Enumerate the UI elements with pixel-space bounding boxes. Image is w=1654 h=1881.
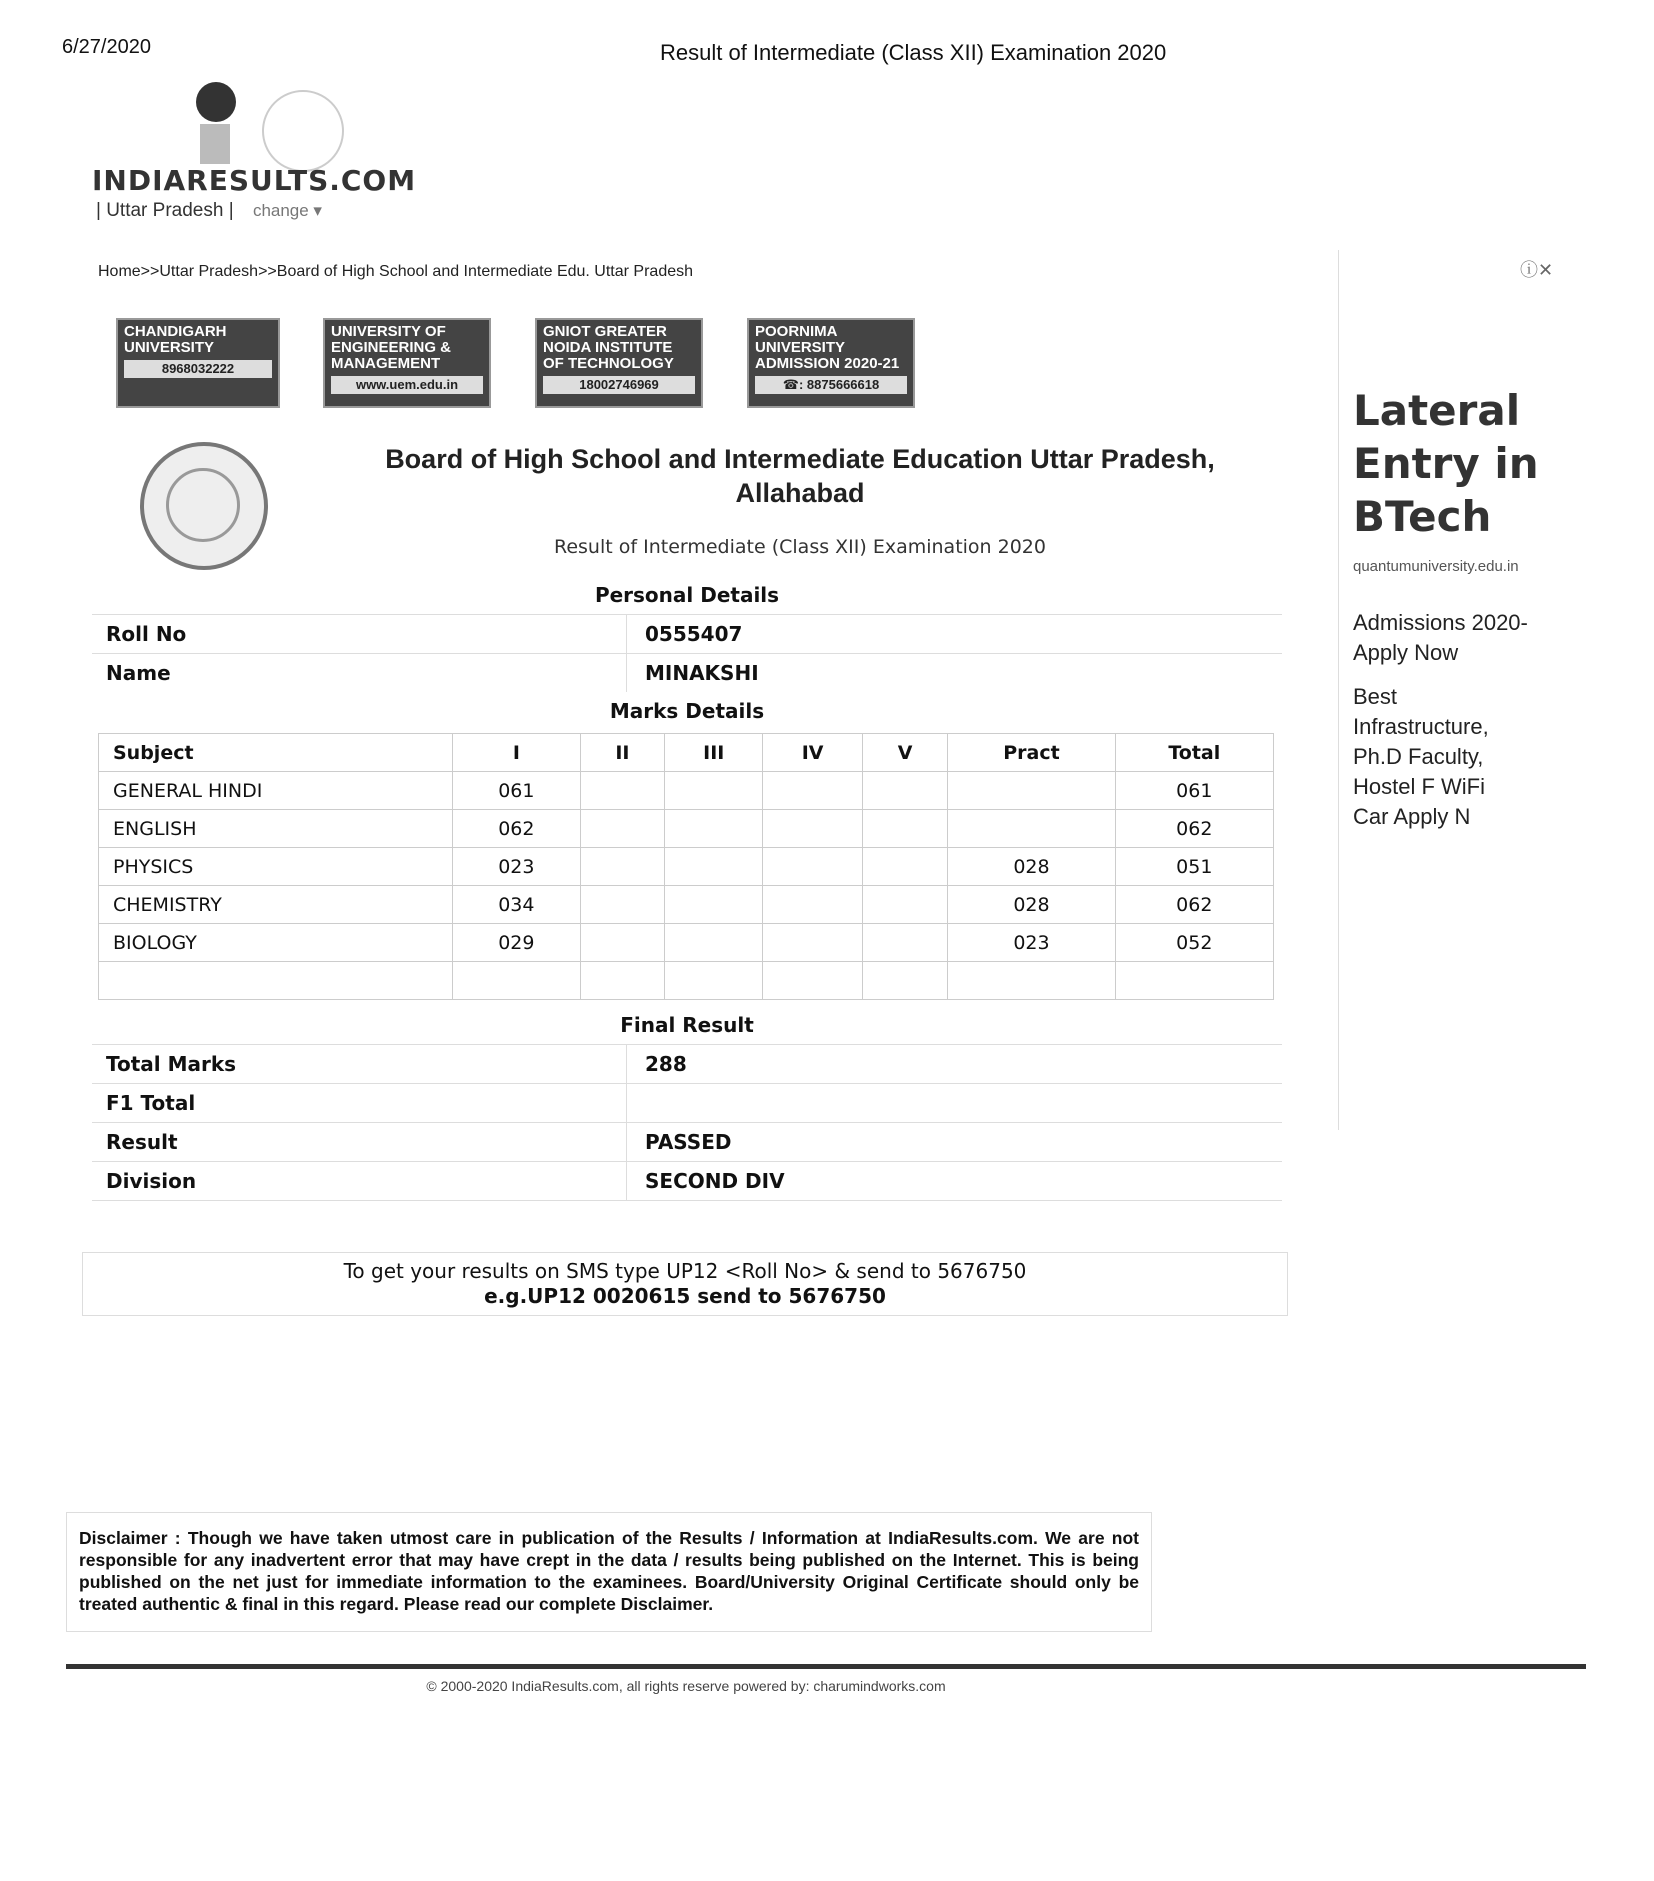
ad-headline[interactable]: Lateral Entry in BTech — [1353, 386, 1539, 541]
board-seal-icon — [140, 442, 268, 570]
logo-emblem-icon — [262, 90, 344, 172]
mark-cell: 023 — [453, 848, 581, 886]
subject-cell: PHYSICS — [99, 848, 453, 886]
sms-info-box — [82, 1252, 1288, 1316]
banner-title: GNIOT GREATER NOIDA INSTITUTE OF TECHNOLOGY — [543, 323, 674, 372]
logo-text: INDIARESULTS.COM — [92, 164, 417, 197]
sms-line-2: e.g.UP12 0020615 send to 5676750 — [484, 1284, 886, 1308]
f1-total-label: F1 Total — [106, 1091, 196, 1115]
personal-details-section — [92, 576, 1282, 730]
mark-cell — [862, 810, 948, 848]
banner-title: POORNIMA UNIVERSITY ADMISSION 2020-21 — [755, 323, 900, 372]
banner-poornima[interactable] — [747, 318, 915, 408]
roll-value: 0555407 — [626, 615, 742, 653]
mark-cell — [763, 924, 862, 962]
table-row — [99, 810, 1274, 848]
total-marks-value: 288 — [626, 1045, 687, 1083]
ad-body[interactable]: Best Infrastructure, Ph.D Faculty, Hostel F WiFi Car Apply N — [1353, 684, 1489, 829]
mark-cell — [862, 848, 948, 886]
banner-uem[interactable] — [323, 318, 491, 408]
table-row — [99, 962, 1274, 1000]
mark-cell — [763, 886, 862, 924]
mark-cell — [862, 924, 948, 962]
state-selector — [96, 200, 322, 222]
subject-cell: GENERAL HINDI — [99, 772, 453, 810]
pract-cell: 023 — [948, 924, 1115, 962]
breadcrumb[interactable]: Home>>Uttar Pradesh>>Board of High School and Intermediate Edu. Uttar Pradesh — [98, 263, 694, 280]
banner-title: UNIVERSITY OF ENGINEERING & MANAGEMENT — [331, 323, 452, 372]
personal-details-title: Personal Details — [594, 583, 780, 607]
mark-cell — [453, 962, 581, 1000]
marks-details-title: Marks Details — [609, 699, 765, 723]
col-total: Total — [1115, 734, 1273, 772]
board-name: Board of High School and Intermediate Education Uttar Pradesh, Allahabad — [385, 444, 1215, 508]
logo-dot-icon — [196, 82, 236, 122]
mark-cell — [862, 772, 948, 810]
table-row — [99, 848, 1274, 886]
ad-url[interactable]: quantumuniversity.edu.in — [1353, 558, 1519, 575]
total-cell: 051 — [1115, 848, 1273, 886]
footer-divider — [66, 1664, 1586, 1669]
mark-cell — [580, 962, 664, 1000]
marks-table — [98, 733, 1274, 1000]
total-cell — [1115, 962, 1273, 1000]
mark-cell — [763, 810, 862, 848]
ad-close-icon[interactable]: ⓘ✕ — [1520, 260, 1554, 280]
footer-copyright: © 2000-2020 IndiaResults.com, all rights reserve powered by: charumindworks.com — [426, 1678, 946, 1694]
pract-cell: 028 — [948, 848, 1115, 886]
mark-cell — [665, 848, 763, 886]
banner-chandigarh[interactable] — [116, 318, 280, 408]
pract-cell — [948, 772, 1115, 810]
mark-cell — [862, 886, 948, 924]
mark-cell — [763, 962, 862, 1000]
banner-title: CHANDIGARH UNIVERSITY — [124, 323, 227, 356]
logo-stem-icon — [200, 124, 230, 164]
result-value: PASSED — [626, 1123, 731, 1161]
division-row — [92, 1161, 1282, 1201]
total-cell: 061 — [1115, 772, 1273, 810]
mark-cell — [763, 772, 862, 810]
col-iii: III — [665, 734, 763, 772]
change-state-link[interactable]: change ▾ — [252, 201, 322, 220]
col-pract: Pract — [948, 734, 1115, 772]
sms-line-1: To get your results on SMS type UP12 <Roll No> & send to 5676750 — [343, 1259, 1027, 1283]
mark-cell — [665, 924, 763, 962]
col-v: V — [862, 734, 948, 772]
roll-row — [92, 614, 1282, 653]
table-row — [99, 886, 1274, 924]
mark-cell — [580, 810, 664, 848]
mark-cell — [580, 886, 664, 924]
mark-cell — [665, 810, 763, 848]
table-row — [99, 924, 1274, 962]
pract-cell — [948, 810, 1115, 848]
mark-cell — [763, 848, 862, 886]
total-cell: 062 — [1115, 810, 1273, 848]
print-title: Result of Intermediate (Class XII) Examination 2020 — [660, 40, 1167, 65]
print-date: 6/27/2020 — [62, 36, 151, 58]
banner-gniot[interactable] — [535, 318, 703, 408]
pract-cell: 028 — [948, 886, 1115, 924]
disclaimer: Disclaimer : Though we have taken utmost care in publication of the Results / Information at IndiaResults.com. We are not responsible for any inadvertent error that may have crept in the data / results being published on the Internet. This is being published on the net just for immediate information to the examinees. Board/University Original Certificate should only be treated authentic & final in this regard. Please read our complete Disclaimer. — [66, 1512, 1152, 1632]
f1-total-row — [92, 1083, 1282, 1122]
seal-inner-ring — [166, 468, 240, 542]
side-advertisement[interactable] — [1338, 250, 1579, 1130]
banner-tag: 18002746969 — [543, 376, 695, 394]
state-name: | Uttar Pradesh | — [96, 200, 234, 221]
subject-cell: CHEMISTRY — [99, 886, 453, 924]
mark-cell — [665, 886, 763, 924]
result-row — [92, 1122, 1282, 1161]
banner-tag: ☎: 8875666618 — [755, 376, 907, 394]
total-marks-label: Total Marks — [106, 1052, 237, 1076]
mark-cell: 062 — [453, 810, 581, 848]
col-subject: Subject — [99, 734, 453, 772]
col-ii: II — [580, 734, 664, 772]
mark-cell: 061 — [453, 772, 581, 810]
mark-cell — [580, 772, 664, 810]
total-marks-row — [92, 1044, 1282, 1083]
col-iv: IV — [763, 734, 862, 772]
name-value: MINAKSHI — [626, 654, 759, 692]
total-cell: 052 — [1115, 924, 1273, 962]
roll-label: Roll No — [106, 622, 187, 646]
col-i: I — [453, 734, 581, 772]
exam-title: Result of Intermediate (Class XII) Examination 2020 — [554, 536, 1046, 558]
mark-cell — [862, 962, 948, 1000]
mark-cell — [665, 772, 763, 810]
name-label: Name — [106, 661, 171, 685]
division-value: SECOND DIV — [626, 1162, 785, 1200]
mark-cell: 034 — [453, 886, 581, 924]
division-label: Division — [106, 1169, 197, 1193]
subject-cell — [99, 962, 453, 1000]
mark-cell — [665, 962, 763, 1000]
marks-header-row — [99, 734, 1274, 772]
table-row — [99, 772, 1274, 810]
mark-cell — [580, 848, 664, 886]
total-cell: 062 — [1115, 886, 1273, 924]
f1-total-value — [626, 1084, 645, 1122]
subject-cell: BIOLOGY — [99, 924, 453, 962]
ad-subheadline[interactable]: Admissions 2020-Apply Now — [1353, 610, 1528, 665]
banner-tag: www.uem.edu.in — [331, 376, 483, 394]
mark-cell: 029 — [453, 924, 581, 962]
result-label: Result — [106, 1130, 178, 1154]
name-row — [92, 653, 1282, 692]
final-result-title: Final Result — [620, 1013, 754, 1037]
banner-tag: 8968032222 — [124, 360, 272, 378]
pract-cell — [948, 962, 1115, 1000]
final-result-section — [92, 1006, 1282, 1201]
subject-cell: ENGLISH — [99, 810, 453, 848]
mark-cell — [580, 924, 664, 962]
